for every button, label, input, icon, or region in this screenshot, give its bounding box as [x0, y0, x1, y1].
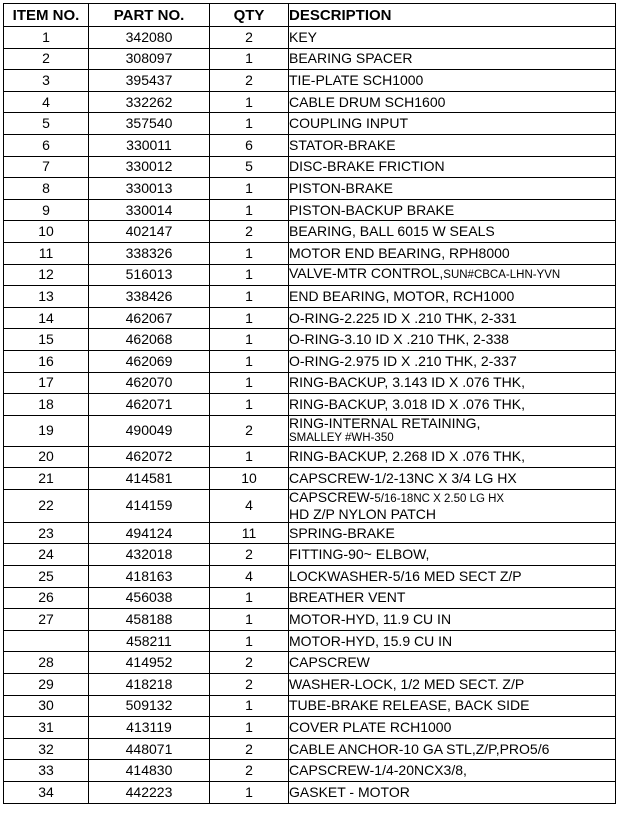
description-main-text: CAPSCREW-	[289, 489, 375, 505]
qty-cell: 1	[210, 350, 289, 372]
item-no-cell: 10	[4, 221, 89, 243]
qty-cell: 1	[210, 587, 289, 609]
item-no-cell: 24	[4, 544, 89, 566]
description-cell: PISTON-BRAKE	[289, 178, 616, 200]
item-no-cell: 1	[4, 27, 89, 49]
description-cell: TUBE-BRAKE RELEASE, BACK SIDE	[289, 695, 616, 717]
table-row	[4, 286, 616, 308]
item-no-cell: 17	[4, 372, 89, 394]
header-row	[4, 4, 616, 27]
table-row	[4, 307, 616, 329]
table-row	[4, 48, 616, 70]
item-no-cell: 14	[4, 307, 89, 329]
description-cell: BEARING, BALL 6015 W SEALS	[289, 221, 616, 243]
table-row	[4, 242, 616, 264]
item-no-cell: 31	[4, 717, 89, 739]
description-cell: CAPSCREW-1/2-13NC X 3/4 LG HX	[289, 468, 616, 490]
table-row	[4, 695, 616, 717]
description-cell: STATOR-BRAKE	[289, 134, 616, 156]
description-small-text: SUN#CBCA-LHN-YVN	[443, 269, 561, 282]
qty-cell: 1	[210, 446, 289, 468]
part-no-cell: 462068	[89, 329, 210, 351]
table-row	[4, 522, 616, 544]
description-line-1	[289, 490, 615, 507]
table-row	[4, 113, 616, 135]
description-cell	[289, 489, 616, 522]
header-item-no: ITEM NO.	[4, 4, 89, 27]
part-no-cell: 442223	[89, 782, 210, 804]
part-no-cell: 330011	[89, 134, 210, 156]
qty-cell: 11	[210, 522, 289, 544]
item-no-cell: 23	[4, 522, 89, 544]
item-no-cell: 16	[4, 350, 89, 372]
part-no-cell: 414830	[89, 760, 210, 782]
item-no-cell: 19	[4, 415, 89, 446]
table-row	[4, 630, 616, 652]
part-no-cell: 418163	[89, 566, 210, 588]
item-no-cell: 26	[4, 587, 89, 609]
item-no-cell: 30	[4, 695, 89, 717]
description-cell: COUPLING INPUT	[289, 113, 616, 135]
qty-cell: 1	[210, 717, 289, 739]
table-row	[4, 264, 616, 286]
qty-cell: 10	[210, 468, 289, 490]
item-no-cell: 20	[4, 446, 89, 468]
table-row	[4, 674, 616, 696]
part-no-cell: 448071	[89, 738, 210, 760]
qty-cell: 2	[210, 544, 289, 566]
part-no-cell: 357540	[89, 113, 210, 135]
item-no-cell: 2	[4, 48, 89, 70]
table-row	[4, 760, 616, 782]
qty-cell: 1	[210, 782, 289, 804]
item-no-cell: 27	[4, 609, 89, 631]
item-no-cell: 25	[4, 566, 89, 588]
part-no-cell: 414159	[89, 489, 210, 522]
table-row	[4, 587, 616, 609]
description-cell: TIE-PLATE SCH1000	[289, 70, 616, 92]
table-row	[4, 782, 616, 804]
description-line-1: RING-INTERNAL RETAINING,	[289, 415, 481, 431]
part-no-cell: 509132	[89, 695, 210, 717]
part-no-cell: 308097	[89, 48, 210, 70]
qty-cell: 1	[210, 630, 289, 652]
qty-cell: 4	[210, 489, 289, 522]
header-part-no: PART NO.	[89, 4, 210, 27]
description-cell: GASKET - MOTOR	[289, 782, 616, 804]
table-row	[4, 350, 616, 372]
item-no-cell: 32	[4, 738, 89, 760]
table-row	[4, 468, 616, 490]
description-cell: CABLE ANCHOR-10 GA STL,Z/P,PRO5/6	[289, 738, 616, 760]
table-row	[4, 329, 616, 351]
part-no-cell: 330012	[89, 156, 210, 178]
description-cell: RING-BACKUP, 3.018 ID X .076 THK,	[289, 394, 616, 416]
part-no-cell: 462072	[89, 446, 210, 468]
table-row	[4, 652, 616, 674]
qty-cell: 1	[210, 286, 289, 308]
qty-cell: 2	[210, 674, 289, 696]
description-cell: COVER PLATE RCH1000	[289, 717, 616, 739]
description-cell: MOTOR END BEARING, RPH8000	[289, 242, 616, 264]
qty-cell: 1	[210, 307, 289, 329]
part-no-cell: 414581	[89, 468, 210, 490]
description-cell: FITTING-90~ ELBOW,	[289, 544, 616, 566]
qty-cell: 2	[210, 415, 289, 446]
item-no-cell: 33	[4, 760, 89, 782]
description-cell: RING-BACKUP, 3.143 ID X .076 THK,	[289, 372, 616, 394]
table-row	[4, 609, 616, 631]
description-cell: O-RING-2.975 ID X .210 THK, 2-337	[289, 350, 616, 372]
table-row	[4, 372, 616, 394]
description-small-text: 5/16-18NC X 2.50 LG HX	[374, 492, 505, 505]
description-cell: O-RING-2.225 ID X .210 THK, 2-331	[289, 307, 616, 329]
table-row	[4, 566, 616, 588]
part-no-cell: 330013	[89, 178, 210, 200]
qty-cell: 6	[210, 134, 289, 156]
item-no-cell: 13	[4, 286, 89, 308]
description-cell: PISTON-BACKUP BRAKE	[289, 199, 616, 221]
item-no-cell: 8	[4, 178, 89, 200]
part-no-cell: 458188	[89, 609, 210, 631]
header-description: DESCRIPTION	[289, 4, 616, 27]
item-no-cell: 5	[4, 113, 89, 135]
description-cell: WASHER-LOCK, 1/2 MED SECT. Z/P	[289, 674, 616, 696]
description-cell	[289, 415, 616, 446]
description-cell: MOTOR-HYD, 11.9 CU IN	[289, 609, 616, 631]
description-main-text: VALVE-MTR CONTROL,	[289, 265, 444, 282]
qty-cell: 1	[210, 199, 289, 221]
item-no-cell: 3	[4, 70, 89, 92]
item-no-cell: 21	[4, 468, 89, 490]
part-no-cell: 342080	[89, 27, 210, 49]
qty-cell: 1	[210, 178, 289, 200]
table-row	[4, 544, 616, 566]
qty-cell: 1	[210, 372, 289, 394]
qty-cell: 1	[210, 91, 289, 113]
table-row	[4, 415, 616, 446]
table-row	[4, 394, 616, 416]
part-no-cell: 456038	[89, 587, 210, 609]
description-line-2: HD Z/P NYLON PATCH	[289, 505, 437, 522]
qty-cell: 1	[210, 264, 289, 286]
parts-list-table	[3, 3, 616, 804]
item-no-cell: 9	[4, 199, 89, 221]
table-row	[4, 156, 616, 178]
item-no-cell: 11	[4, 242, 89, 264]
qty-cell: 2	[210, 70, 289, 92]
table-row	[4, 134, 616, 156]
part-no-cell: 338326	[89, 242, 210, 264]
qty-cell: 1	[210, 113, 289, 135]
qty-cell: 1	[210, 695, 289, 717]
part-no-cell: 432018	[89, 544, 210, 566]
description-cell: KEY	[289, 27, 616, 49]
qty-cell: 2	[210, 760, 289, 782]
table-row	[4, 489, 616, 522]
qty-cell: 1	[210, 394, 289, 416]
item-no-cell: 22	[4, 489, 89, 522]
item-no-cell: 15	[4, 329, 89, 351]
description-cell: O-RING-3.10 ID X .210 THK, 2-338	[289, 329, 616, 351]
description-line-2: SMALLEY #WH-350	[289, 431, 394, 444]
description-cell	[289, 264, 616, 286]
description-cell: MOTOR-HYD, 15.9 CU IN	[289, 630, 616, 652]
description-cell: CAPSCREW-1/4-20NCX3/8,	[289, 760, 616, 782]
part-no-cell: 494124	[89, 522, 210, 544]
part-no-cell: 414952	[89, 652, 210, 674]
part-no-cell: 516013	[89, 264, 210, 286]
part-no-cell: 418218	[89, 674, 210, 696]
table-row	[4, 27, 616, 49]
description-cell: BREATHER VENT	[289, 587, 616, 609]
description-cell: CABLE DRUM SCH1600	[289, 91, 616, 113]
description-cell: CAPSCREW	[289, 652, 616, 674]
table-row	[4, 221, 616, 243]
item-no-cell: 12	[4, 264, 89, 286]
item-no-cell: 18	[4, 394, 89, 416]
item-no-cell	[4, 630, 89, 652]
qty-cell: 2	[210, 27, 289, 49]
part-no-cell: 458211	[89, 630, 210, 652]
table-row	[4, 91, 616, 113]
description-cell: SPRING-BRAKE	[289, 522, 616, 544]
table-row	[4, 738, 616, 760]
part-no-cell: 462069	[89, 350, 210, 372]
qty-cell: 2	[210, 652, 289, 674]
part-no-cell: 332262	[89, 91, 210, 113]
part-no-cell: 395437	[89, 70, 210, 92]
description-cell: DISC-BRAKE FRICTION	[289, 156, 616, 178]
qty-cell: 1	[210, 609, 289, 631]
part-no-cell: 330014	[89, 199, 210, 221]
part-no-cell: 462071	[89, 394, 210, 416]
qty-cell: 5	[210, 156, 289, 178]
qty-cell: 4	[210, 566, 289, 588]
item-no-cell: 28	[4, 652, 89, 674]
table-row	[4, 446, 616, 468]
table-row	[4, 70, 616, 92]
description-cell: RING-BACKUP, 2.268 ID X .076 THK,	[289, 446, 616, 468]
part-no-cell: 338426	[89, 286, 210, 308]
description-cell: BEARING SPACER	[289, 48, 616, 70]
qty-cell: 1	[210, 242, 289, 264]
table-row	[4, 717, 616, 739]
description-line-1	[289, 266, 615, 283]
item-no-cell: 29	[4, 674, 89, 696]
part-no-cell: 462070	[89, 372, 210, 394]
item-no-cell: 4	[4, 91, 89, 113]
qty-cell: 1	[210, 329, 289, 351]
table-row	[4, 199, 616, 221]
item-no-cell: 6	[4, 134, 89, 156]
part-no-cell: 462067	[89, 307, 210, 329]
item-no-cell: 7	[4, 156, 89, 178]
qty-cell: 1	[210, 48, 289, 70]
header-qty: QTY	[210, 4, 289, 27]
part-no-cell: 402147	[89, 221, 210, 243]
qty-cell: 2	[210, 221, 289, 243]
qty-cell: 2	[210, 738, 289, 760]
description-cell: END BEARING, MOTOR, RCH1000	[289, 286, 616, 308]
table-row	[4, 178, 616, 200]
part-no-cell: 490049	[89, 415, 210, 446]
part-no-cell: 413119	[89, 717, 210, 739]
description-cell: LOCKWASHER-5/16 MED SECT Z/P	[289, 566, 616, 588]
item-no-cell: 34	[4, 782, 89, 804]
